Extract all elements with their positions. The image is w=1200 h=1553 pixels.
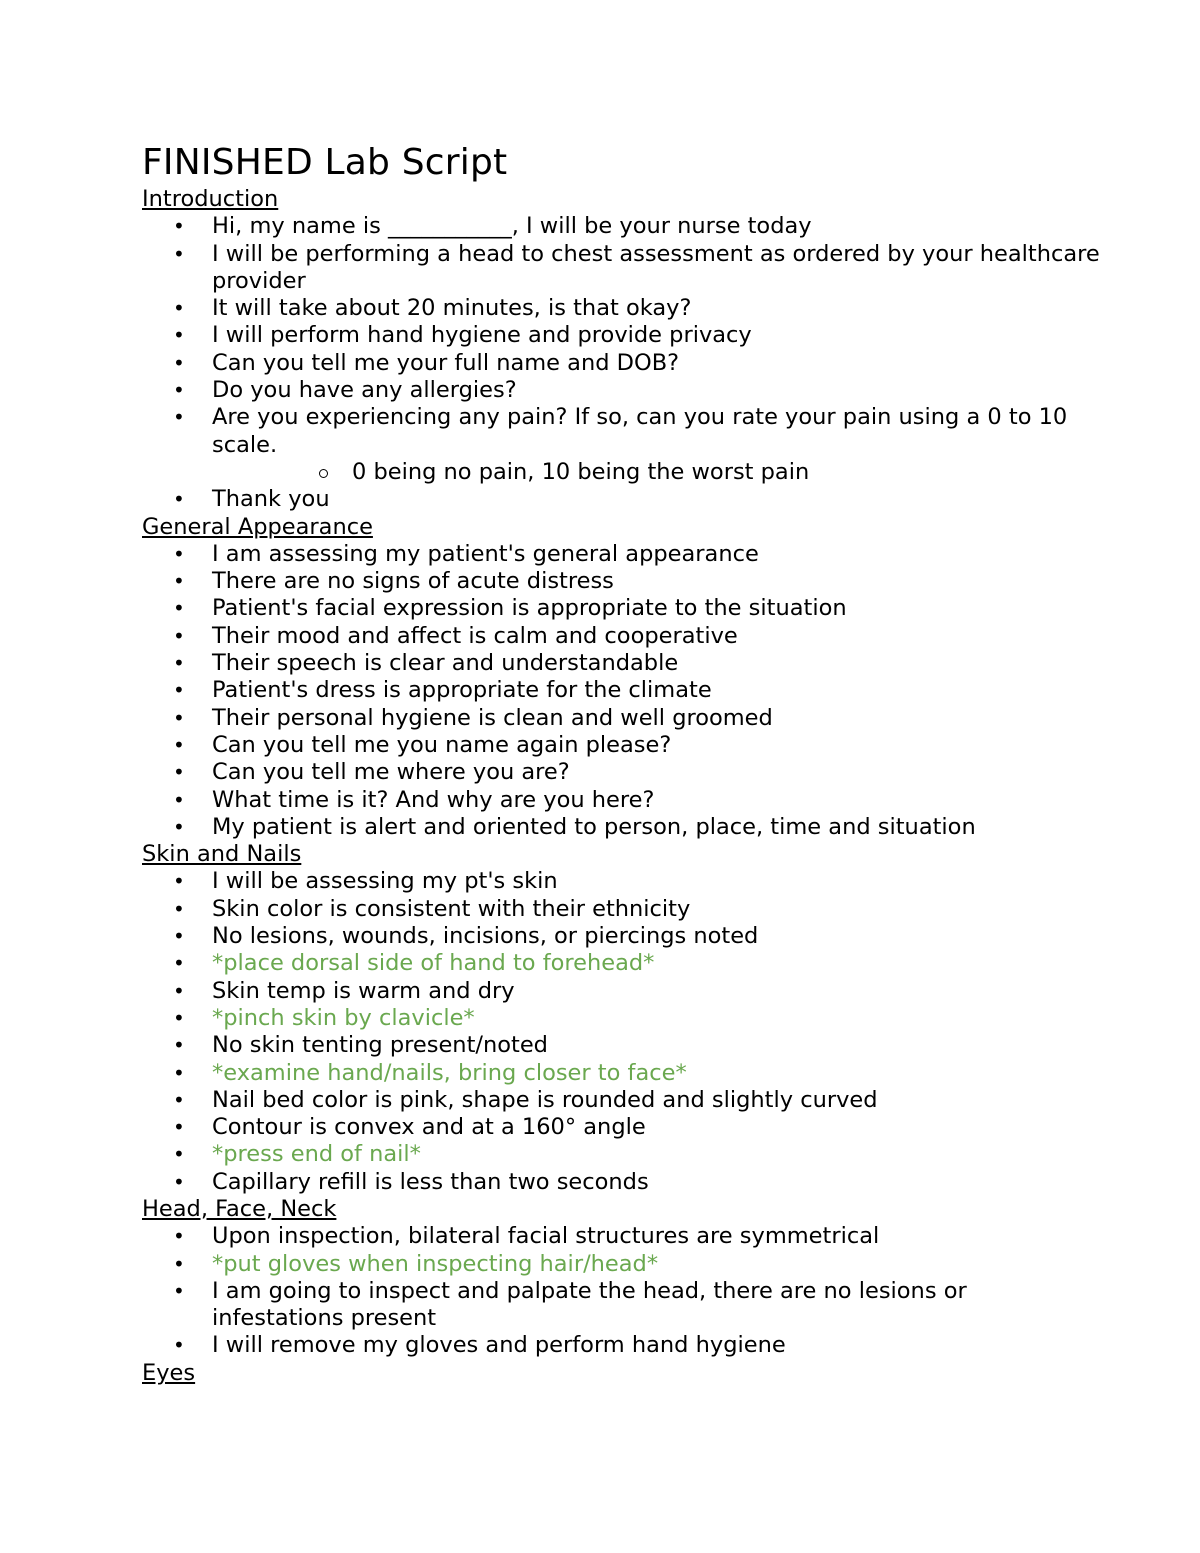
list-item xyxy=(142,241,1102,296)
list-item xyxy=(142,404,1102,486)
section-heading: General Appearance xyxy=(142,513,373,540)
bullet-icon: • xyxy=(173,596,185,621)
list-item xyxy=(142,350,1102,377)
list-item-text: Can you tell me you name again please? xyxy=(212,731,672,758)
bullet-icon: • xyxy=(173,760,185,785)
bullet-icon: • xyxy=(173,214,185,239)
list-item-text: Their mood and affect is calm and cooperative xyxy=(212,622,738,649)
list-item-text: Upon inspection, bilateral facial structures are symmetrical xyxy=(212,1223,880,1250)
list-item-text: *pinch skin by clavicle* xyxy=(212,1004,475,1031)
list-item-text: No lesions, wounds, incisions, or piercings noted xyxy=(212,923,759,950)
section-heading: Introduction xyxy=(142,186,279,212)
list-item-text: I will be performing a head to chest assessment as ordered by your healthcare provider xyxy=(212,240,1100,294)
list-item-text: Capillary refill is less than two seconds xyxy=(212,1168,649,1195)
bullet-icon: • xyxy=(173,569,185,594)
list-item-text: Nail bed color is pink, shape is rounded and slightly curved xyxy=(212,1086,878,1113)
list-item-text: *put gloves when inspecting hair/head* xyxy=(212,1250,659,1277)
bullet-icon: • xyxy=(173,487,185,512)
bullet-icon: • xyxy=(173,651,185,676)
bullet-icon: • xyxy=(173,1224,185,1249)
list-item-text: Their personal hygiene is clean and well groomed xyxy=(212,704,773,731)
bullet-icon: • xyxy=(173,1278,185,1303)
list-item-text: *press end of nail* xyxy=(212,1141,421,1168)
bullet-icon: • xyxy=(173,541,185,566)
bullet-icon: • xyxy=(173,951,185,976)
list-item-text: Hi, my name is ___________, I will be your nurse today xyxy=(212,213,812,240)
bullet-icon: • xyxy=(173,924,185,949)
list-item xyxy=(142,732,1102,759)
bullet-icon: • xyxy=(173,378,185,403)
bullet-icon: • xyxy=(173,296,185,321)
sections-container xyxy=(142,186,1102,1387)
sub-list-item xyxy=(212,459,1102,486)
list-item-text: Skin temp is warm and dry xyxy=(212,977,515,1004)
bullet-icon: • xyxy=(173,1115,185,1140)
list-item xyxy=(142,1087,1102,1114)
bullet-list xyxy=(142,868,1102,1196)
list-item-text: Patient's dress is appropriate for the climate xyxy=(212,677,712,704)
list-item-text: My patient is alert and oriented to person, place, time and situation xyxy=(212,813,976,840)
list-item xyxy=(142,568,1102,595)
list-item-text: *examine hand/nails, bring closer to face* xyxy=(212,1059,687,1086)
action-note-item xyxy=(142,1060,1102,1087)
sub-list-item-text: 0 being no pain, 10 being the worst pain xyxy=(352,458,810,485)
bullet-icon: • xyxy=(173,350,185,375)
bullet-icon: • xyxy=(173,1142,185,1167)
bullet-icon: • xyxy=(173,241,185,266)
list-item xyxy=(142,595,1102,622)
bullet-icon: • xyxy=(173,323,185,348)
bullet-icon: • xyxy=(173,1333,185,1358)
list-item xyxy=(142,1223,1102,1250)
bullet-icon: • xyxy=(173,678,185,703)
list-item xyxy=(142,868,1102,895)
bullet-icon: • xyxy=(173,814,185,839)
list-item-text: I will perform hand hygiene and provide privacy xyxy=(212,322,752,349)
list-item-text: Patient's facial expression is appropriate to the situation xyxy=(212,595,847,622)
bullet-list xyxy=(142,1223,1102,1359)
action-note-item xyxy=(142,950,1102,977)
bullet-icon: • xyxy=(173,623,185,648)
bullet-icon: • xyxy=(173,705,185,730)
list-item-text: Do you have any allergies? xyxy=(212,377,517,404)
list-item-text: Are you experiencing any pain? If so, can you rate your pain using a 0 to 10 scale. xyxy=(212,404,1068,458)
bullet-icon: • xyxy=(173,1005,185,1030)
action-note-item xyxy=(142,1005,1102,1032)
list-item xyxy=(142,322,1102,349)
list-item xyxy=(142,377,1102,404)
list-item xyxy=(142,213,1102,240)
bullet-icon: • xyxy=(173,1169,185,1194)
bullet-icon: • xyxy=(173,1251,185,1276)
list-item-text: No skin tenting present/noted xyxy=(212,1032,548,1059)
document-title: FINISHED Lab Script xyxy=(142,142,508,183)
list-item xyxy=(142,814,1102,841)
list-item-text: Their speech is clear and understandable xyxy=(212,650,679,677)
action-note-item xyxy=(142,1251,1102,1278)
list-item xyxy=(142,295,1102,322)
list-item-text: Can you tell me your full name and DOB? xyxy=(212,349,680,376)
list-item xyxy=(142,1114,1102,1141)
bullet-icon: • xyxy=(173,405,185,430)
list-item-text: What time is it? And why are you here? xyxy=(212,786,655,813)
hollow-bullet-icon xyxy=(319,469,328,478)
list-item xyxy=(142,623,1102,650)
list-item xyxy=(142,759,1102,786)
list-item xyxy=(142,677,1102,704)
list-item xyxy=(142,1032,1102,1059)
bullet-icon: • xyxy=(173,896,185,921)
section-heading: Skin and Nails xyxy=(142,841,302,868)
list-item xyxy=(142,541,1102,568)
bullet-list xyxy=(142,541,1102,841)
bullet-list xyxy=(142,213,1102,513)
list-item xyxy=(142,1278,1102,1333)
section-heading: Head, Face, Neck xyxy=(142,1195,337,1222)
list-item xyxy=(142,486,1102,513)
list-item-text: Contour is convex and at a 160° angle xyxy=(212,1114,646,1141)
sub-bullet-list xyxy=(212,459,1102,486)
section-heading: Eyes xyxy=(142,1359,196,1386)
list-item-text: *place dorsal side of hand to forehead* xyxy=(212,950,655,977)
list-item xyxy=(142,978,1102,1005)
list-item-text: I am assessing my patient's general appearance xyxy=(212,540,759,567)
action-note-item xyxy=(142,1141,1102,1168)
list-item xyxy=(142,896,1102,923)
list-item-text: Thank you xyxy=(212,486,330,513)
list-item-text: Skin color is consistent with their ethnicity xyxy=(212,895,691,922)
bullet-icon: • xyxy=(173,787,185,812)
list-item-text: I am going to inspect and palpate the head, there are no lesions or infestations present xyxy=(212,1277,967,1332)
list-item xyxy=(142,1332,1102,1359)
list-item xyxy=(142,1169,1102,1196)
bullet-icon: • xyxy=(173,1087,185,1112)
list-item-text: It will take about 20 minutes, is that okay? xyxy=(212,295,692,322)
list-item-text: There are no signs of acute distress xyxy=(212,568,614,595)
bullet-icon: • xyxy=(173,978,185,1003)
bullet-icon: • xyxy=(173,1033,185,1058)
list-item-text: I will remove my gloves and perform hand hygiene xyxy=(212,1332,786,1359)
bullet-icon: • xyxy=(173,1060,185,1085)
bullet-icon: • xyxy=(173,869,185,894)
bullet-icon: • xyxy=(173,732,185,757)
list-item-text: I will be assessing my pt's skin xyxy=(212,868,558,895)
document-page xyxy=(142,140,1102,1387)
list-item xyxy=(142,705,1102,732)
list-item xyxy=(142,787,1102,814)
list-item-text: Can you tell me where you are? xyxy=(212,759,570,786)
list-item xyxy=(142,650,1102,677)
list-item xyxy=(142,923,1102,950)
